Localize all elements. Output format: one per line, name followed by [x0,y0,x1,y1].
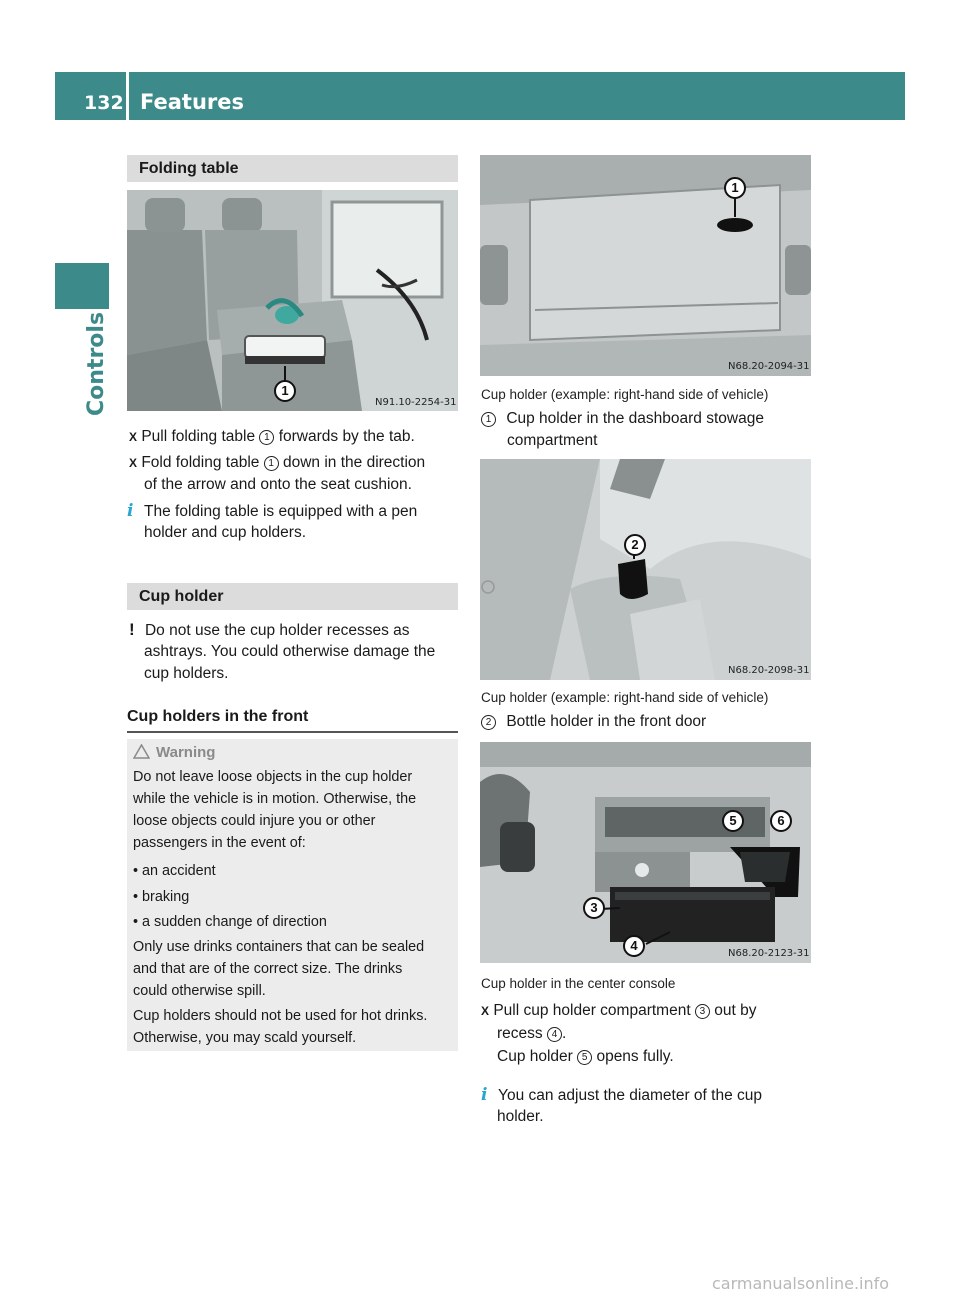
heading-rule [127,731,458,733]
callout-4: 4 [623,935,645,957]
photo-ref-number: N68.20-2123-31 [728,948,810,959]
item-1-description: 1 Cup holder in the dashboard stowage [481,408,764,430]
step-fold-table-cont: of the arrow and onto the seat cushion. [144,476,412,493]
photo-ref-number: N91.10-2254-31 [375,397,457,408]
warning-line-9: Otherwise, you may scald yourself. [133,1030,357,1046]
step-icon: X [129,430,138,444]
callout-6: 6 [770,810,792,832]
warning-line-1: Do not leave loose objects in the cup holder [133,769,413,785]
callout-ref-4: 4 [547,1027,562,1042]
warning-bullet-1: • an accident [133,863,216,879]
side-tab-block [55,263,109,309]
warning-line-3: loose objects could injure you or other [133,813,376,829]
cup-holder-info: i You can adjust the diameter of the cup [481,1085,763,1105]
callout-ref-2: 2 [481,715,496,730]
dashboard-photo [480,155,811,376]
warning-title: Warning [133,744,215,763]
callout-ref-3: 3 [695,1004,710,1019]
callout-ref-1: 1 [481,412,496,427]
side-label: Controls [84,311,109,416]
folding-table-photo [127,190,458,411]
cup-holder-notice-line2: ashtrays. You could otherwise damage the [144,643,436,660]
info-icon: i [127,501,134,521]
warning-line-4: passengers in the event of: [133,835,306,851]
warning-line-5: Only use drinks containers that can be sealed [133,939,425,955]
caption-dashboard: Cup holder (example: right-hand side of vehicle) [481,387,769,402]
warning-triangle-icon [133,744,150,763]
warning-line-8: Cup holders should not be used for hot drinks. [133,1008,428,1024]
watermark: carmanualsonline.info [712,1274,890,1293]
folding-table-info: i The folding table is equipped with a pen [127,501,418,521]
callout-ref-1: 1 [264,456,279,471]
callout-ref-5: 5 [577,1050,592,1065]
photo-ref-number: N68.20-2098-31 [728,665,810,676]
warning-line-7: could otherwise spill. [133,983,266,999]
caption-center-console: Cup holder in the center console [481,976,676,991]
callout-3: 3 [583,897,605,919]
warning-bullet-3: • a sudden change of direction [133,914,327,930]
cup-holder-info-cont: holder. [497,1108,544,1125]
section-title: Features [140,90,244,114]
step-pull-compartment-cont: recess 4 . [497,1025,567,1042]
folding-table-info-cont: holder and cup holders. [144,524,307,541]
warning-line-6: and that are of the correct size. The drinks [133,961,403,977]
step-pull-compartment: X Pull cup holder compartment 3 out by [481,1002,757,1019]
info-icon: i [481,1085,488,1105]
cup-holder-title: Cup holder [127,583,458,610]
front-cup-holders-heading: Cup holders in the front [127,708,309,725]
callout-1: 1 [724,177,746,199]
cup-holder-notice: ! Do not use the cup holder recesses as [129,620,410,639]
cup-holder-notice-line3: cup holders. [144,665,229,682]
caption-front-door: Cup holder (example: right-hand side of vehicle) [481,690,769,705]
step-fold-table: X Fold folding table 1 down in the direction [129,454,426,471]
photo-ref-number: N68.20-2094-31 [728,361,810,372]
callout-ref-1: 1 [259,430,274,445]
step-pull-table: X Pull folding table 1 forwards by the tab. [129,428,415,445]
page-number: 132 [84,92,124,114]
notice-icon: ! [129,620,135,639]
item-1-description-cont: compartment [507,432,598,449]
header-divider [126,72,129,120]
step-icon: X [481,1004,490,1018]
center-console-photo [480,742,811,963]
warning-bullet-2: • braking [133,889,190,905]
callout-2: 2 [624,534,646,556]
step-icon: X [129,456,138,470]
callout-5: 5 [722,810,744,832]
step-result: Cup holder 5 opens fully. [497,1048,674,1065]
warning-line-2: while the vehicle is in motion. Otherwise, the [133,791,417,807]
front-door-photo [480,459,811,680]
folding-table-title: Folding table [127,155,458,182]
item-2-description: 2 Bottle holder in the front door [481,711,706,733]
callout-1: 1 [274,380,296,402]
